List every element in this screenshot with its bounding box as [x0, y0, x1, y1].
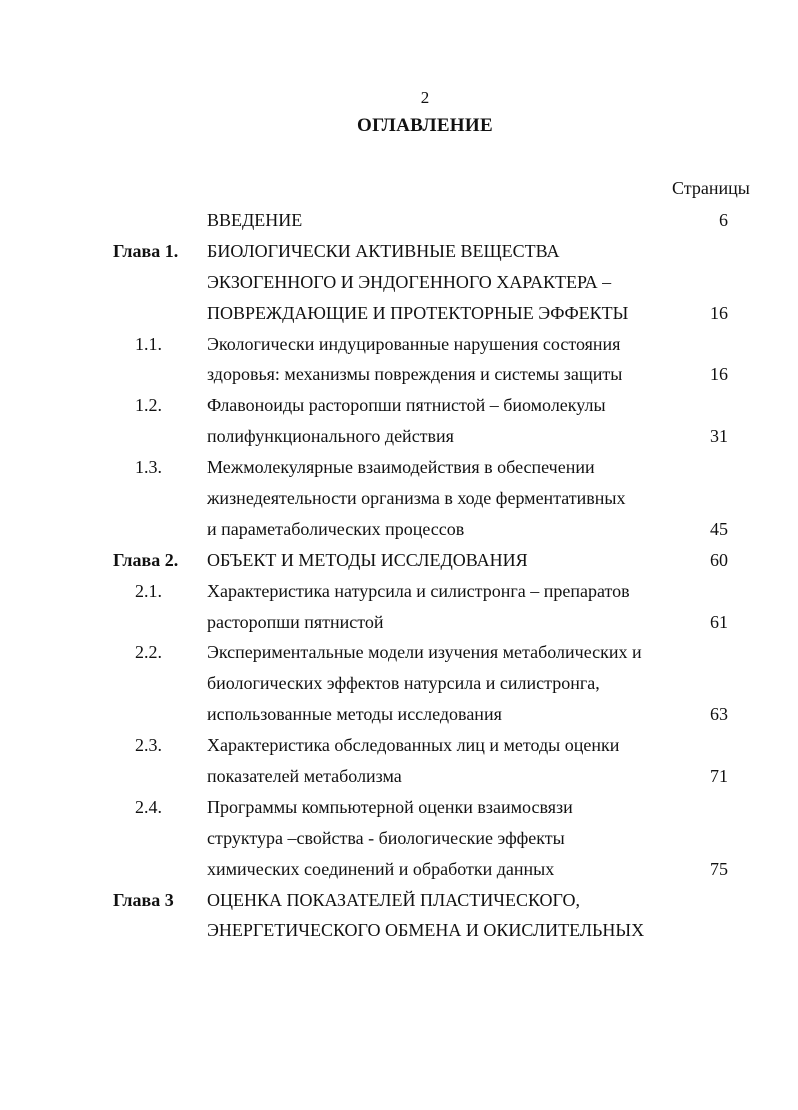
toc-line: [0, 329, 798, 360]
toc-line: [0, 390, 798, 421]
toc-entry-text: здоровья: механизмы повреждения и системы защиты: [207, 364, 623, 385]
toc-entry: [0, 885, 798, 947]
pages-column-header: Страницы: [672, 178, 750, 198]
toc-entry: [0, 205, 798, 236]
toc-entry-page: 31: [710, 426, 728, 447]
toc-entry-label: Глава 3: [113, 889, 174, 910]
page-number: 2: [420, 88, 430, 107]
toc-entry-text: Экспериментальные модели изучения метаболических и: [207, 642, 642, 663]
toc-entry-text: Характеристика обследованных лиц и методы оценки: [207, 735, 620, 756]
toc-entry-label: 1.1.: [135, 333, 162, 354]
toc-line: [0, 576, 798, 607]
toc-entry-text: ЭКЗОГЕННОГО И ЭНДОГЕННОГО ХАРАКТЕРА –: [207, 271, 612, 292]
toc-entry: [0, 329, 798, 391]
toc-entry-page: 63: [710, 704, 728, 725]
toc-entry: [0, 236, 798, 329]
toc-entry-text: и параметаболических процессов: [207, 518, 465, 539]
toc-entry-text: ОБЪЕКТ И МЕТОДЫ ИССЛЕДОВАНИЯ: [207, 549, 528, 570]
toc-entry-label: 2.3.: [135, 735, 162, 756]
toc-entry-page: 16: [710, 302, 728, 323]
toc-line: [0, 236, 798, 267]
toc-entry-text: показателей метаболизма: [207, 766, 402, 787]
toc-entry-label: 1.2.: [135, 395, 162, 416]
toc-entry: [0, 390, 798, 452]
toc-line: [0, 668, 798, 699]
toc-line: [0, 915, 798, 946]
toc-entry: [0, 792, 798, 885]
toc-entry: [0, 637, 798, 730]
toc-line: [0, 421, 798, 452]
toc-entry-text: структура –свойства - биологические эффекты: [207, 827, 565, 848]
toc-entry-page: 61: [710, 611, 728, 632]
toc-entry-text: Межмолекулярные взаимодействия в обеспечении: [207, 457, 595, 478]
toc-entry-page: 6: [719, 210, 728, 230]
toc-entry-text: биологических эффектов натурсила и силистронга,: [207, 673, 600, 694]
toc-entry-label: Глава 1.: [113, 240, 179, 261]
toc-entry-text: Программы компьютерной оценки взаимосвязи: [207, 796, 573, 817]
toc-line: [0, 359, 798, 390]
toc-line: [0, 298, 798, 329]
toc-line: [0, 452, 798, 483]
toc-line: [0, 267, 798, 298]
toc-line: [0, 823, 798, 854]
toc-entry-text: расторопши пятнистой: [207, 611, 384, 632]
toc-line: [0, 545, 798, 576]
toc-entry-label: Глава 2.: [113, 549, 179, 570]
toc-line: [0, 607, 798, 638]
toc-entry-text: использованные методы исследования: [207, 704, 502, 725]
toc-entry-text: ВВЕДЕНИЕ: [207, 210, 303, 230]
toc-entry-label: 2.1.: [135, 580, 162, 601]
toc-line: [0, 854, 798, 885]
toc-line: [0, 792, 798, 823]
toc-entry-text: Характеристика натурсила и силистронга – препаратов: [207, 580, 630, 601]
toc-line: [0, 761, 798, 792]
toc-entry-page: 16: [710, 364, 728, 385]
toc-entry: [0, 730, 798, 792]
toc-entry: [0, 545, 798, 576]
toc-entry-text: Экологически индуцированные нарушения состояния: [207, 333, 621, 354]
toc-entry-text: ПОВРЕЖДАЮЩИЕ И ПРОТЕКТОРНЫЕ ЭФФЕКТЫ: [207, 302, 629, 323]
toc-entry-text: полифункционального действия: [207, 426, 454, 447]
toc-entry-text: химических соединений и обработки данных: [207, 858, 555, 879]
toc-entry-page: 60: [710, 549, 728, 570]
toc-entry-text: жизнедеятельности организма в ходе ферментативных: [207, 488, 626, 509]
toc-entry-label: 2.4.: [135, 796, 162, 817]
toc-entry-label: 1.3.: [135, 457, 162, 478]
toc-line: [0, 699, 798, 730]
toc-entry-label: 2.2.: [135, 642, 162, 663]
toc-line: [0, 885, 798, 916]
toc-entry: [0, 452, 798, 545]
toc-line: [0, 205, 798, 236]
toc-entry: [0, 576, 798, 638]
toc-line: [0, 730, 798, 761]
toc-entry-page: 71: [710, 766, 728, 787]
toc-line: [0, 514, 798, 545]
toc-entry-page: 75: [710, 858, 728, 879]
page-title: ОГЛАВЛЕНИЕ: [357, 115, 493, 136]
toc-entry-page: 45: [710, 518, 728, 539]
toc-entry-text: ОЦЕНКА ПОКАЗАТЕЛЕЙ ПЛАСТИЧЕСКОГО,: [207, 889, 580, 910]
toc-entry-text: ЭНЕРГЕТИЧЕСКОГО ОБМЕНА И ОКИСЛИТЕЛЬНЫХ: [207, 920, 645, 941]
toc-line: [0, 483, 798, 514]
toc-entry-text: БИОЛОГИЧЕСКИ АКТИВНЫЕ ВЕЩЕСТВА: [207, 240, 560, 261]
toc-line: [0, 637, 798, 668]
table-of-contents: [0, 205, 798, 946]
toc-entry-text: Флавоноиды расторопши пятнистой – биомолекулы: [207, 395, 606, 416]
